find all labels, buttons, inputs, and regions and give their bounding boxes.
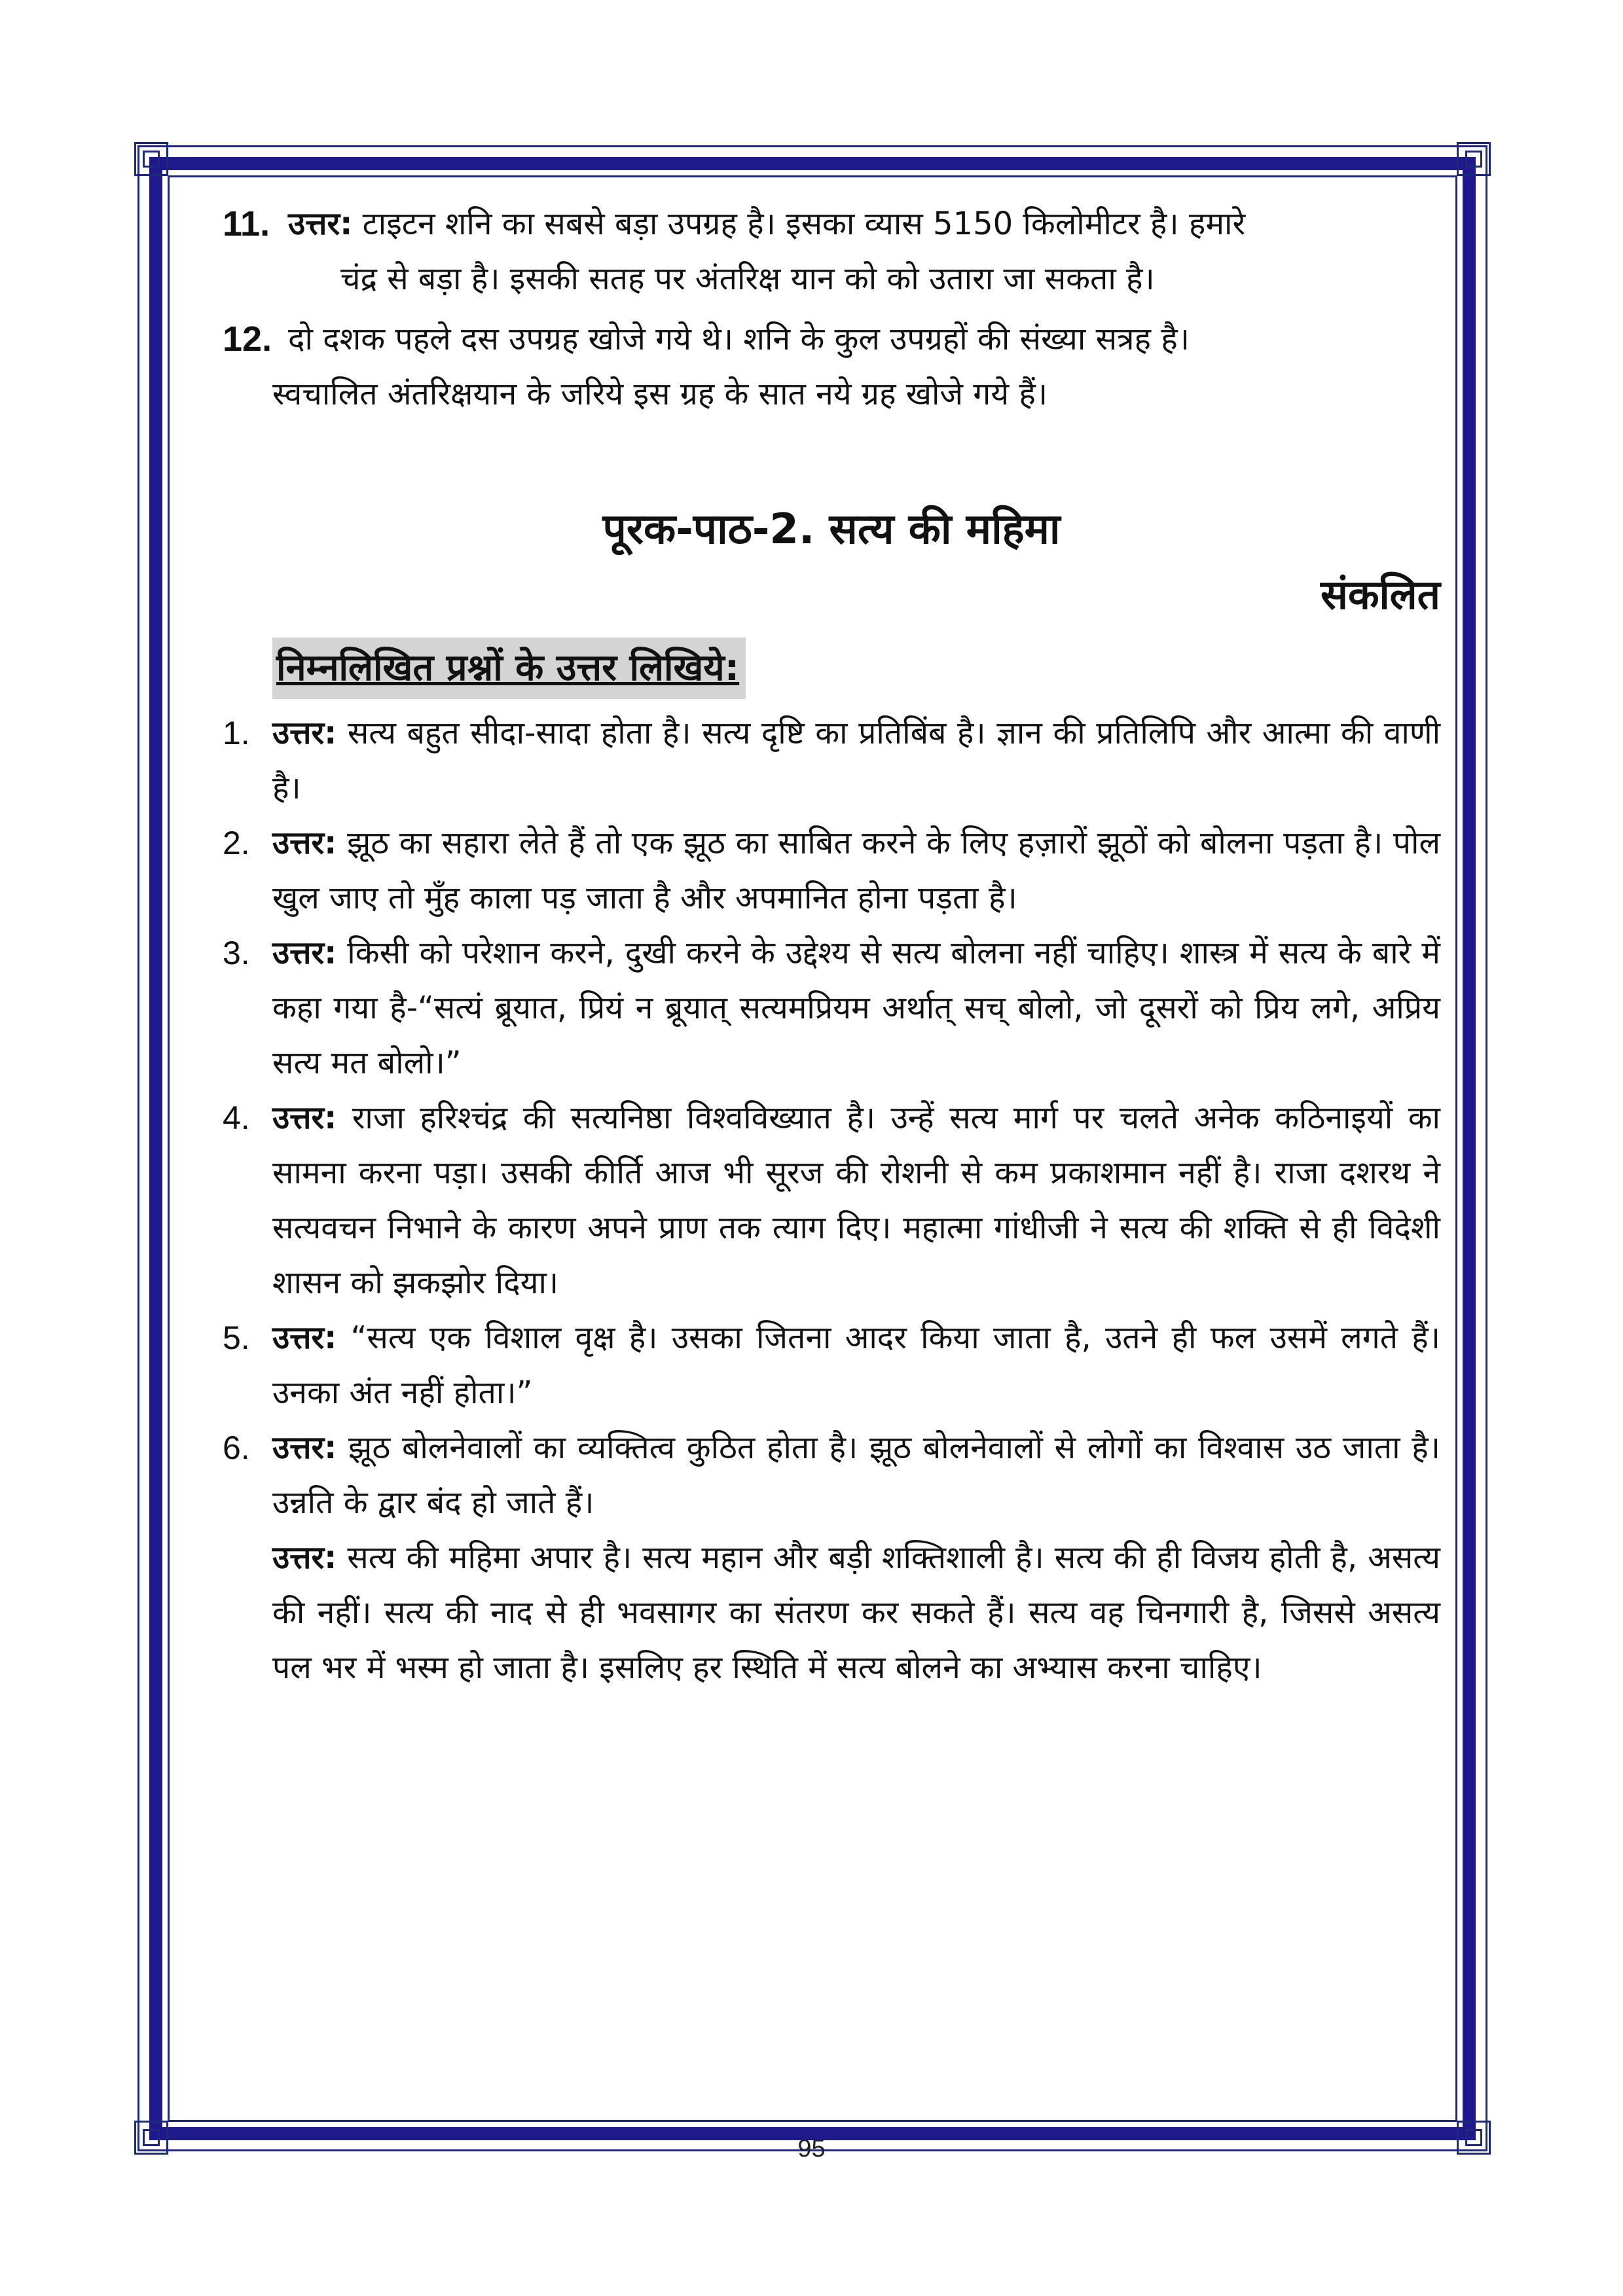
item-number: 2. — [223, 825, 250, 861]
page-content — [223, 196, 1440, 1695]
border-corner-ornament — [134, 142, 168, 176]
answer-12-continuation: स्वचालित अंतरिक्षयान के जरिये इस ग्रह के सात नये ग्रह खोजे गये हैं। — [272, 376, 1048, 412]
answer-label: उत्तर: — [272, 825, 337, 861]
list-item — [223, 925, 1440, 1090]
answer-text: टाइटन शनि का सबसे बड़ा उपग्रह है। इसका व्यास 5150 किलोमीटर है। हमारे — [352, 206, 1246, 242]
list-item — [223, 1310, 1440, 1420]
list-item — [223, 816, 1440, 925]
item-number: 1. — [223, 715, 250, 751]
answer-label: उत्तर: — [272, 1429, 337, 1466]
item-number: 4. — [223, 1100, 250, 1136]
item-number: 3. — [223, 935, 250, 971]
chapter-title: पूरक-पाठ-2. सत्य की महिमा — [602, 505, 1061, 554]
item-number: 5. — [223, 1319, 250, 1356]
answer-number: 12. — [223, 319, 272, 359]
answer-11 — [223, 196, 1440, 251]
answer-12 — [223, 312, 1440, 367]
page-number: 95 — [797, 2135, 826, 2162]
answer-text: सत्य बहुत सीदा-सादा होता है। सत्य दृष्टि का प्रतिबिंब है। ज्ञान की प्रतिलिपि और आत्मा की वाणी है। — [272, 715, 1440, 806]
list-item — [223, 1420, 1440, 1530]
answer-11-continuation: चंद्र से बड़ा है। इसकी सतह पर अंतरिक्ष यान को को उतारा जा सकता है। — [340, 260, 1155, 297]
answer-label: उत्तर: — [272, 1319, 337, 1356]
answer-label: उत्तर: — [272, 1100, 337, 1136]
answer-number: 11. — [223, 204, 270, 243]
answer-text: राजा हरिश्चंद्र की सत्यनिष्ठा विश्वविख्यात है। उन्हें सत्य मार्ग पर चलते अनेक कठिनाइयों का सामना करना पड़ा। उसकी कीर्ति आज भी सूरज की रोशनी से कम प्रकाशमान नहीं है। राजा दशरथ ने सत्यवचन निभाने के कारण अपने प्राण तक त्याग दिए। महात्मा गांधीजी ने सत्य की शक्ति से ही विदेशी शासन को झकझोर दिया। — [272, 1100, 1440, 1301]
final-answer — [223, 1530, 1440, 1695]
answer-text: सत्य की महिमा अपार है। सत्य महान और बड़ी शक्तिशाली है। सत्य की ही विजय होती है, असत्य की नहीं। सत्य की नाद से ही भवसागर का संतरण कर सकते हैं। सत्य वह चिनगारी है, जिससे असत्य पल भर में भस्म हो जाता है। इसलिए हर स्थिति में सत्य बोलने का अभ्यास करना चाहिए। — [272, 1539, 1440, 1686]
answer-text: झूठ बोलनेवालों का व्यक्तित्व कुठित होता है। झूठ बोलनेवालों से लोगों का विश्वास उठ जाता है। उन्नति के द्वार बंद हो जाते हैं। — [272, 1429, 1440, 1521]
answer-text: झूठ का सहारा लेते हैं तो एक झूठ का साबित करने के लिए हज़ारों झूठों को बोलना पड़ता है। पोल खुल जाए तो मुँह काला पड़ जाता है और अपमानित होना पड़ता है। — [272, 825, 1440, 916]
answer-label: उत्तर: — [288, 206, 353, 242]
compiled-label: संकलित — [1321, 571, 1440, 619]
answer-text: किसी को परेशान करने, दुखी करने के उद्देश्य से सत्य बोलना नहीं चाहिए। शास्त्र में सत्य के बारे में कहा गया है-“सत्यं ब्रूयात, प्रियं न ब्रूयात् सत्यमप्रियम अर्थात् सच् बोलो, जो दूसरों को प्रिय लगे, अप्रिय सत्य मत बोलो।” — [272, 935, 1440, 1081]
list-item — [223, 1090, 1440, 1310]
answer-list — [223, 706, 1440, 1530]
answer-text: दो दशक पहले दस उपग्रह खोजे गये थे। शनि के कुल उपग्रहों की संख्या सत्रह है। — [288, 321, 1190, 357]
list-item — [223, 706, 1440, 816]
answer-label: उत्तर: — [272, 1539, 337, 1576]
answer-label: उत्तर: — [272, 935, 337, 971]
item-number: 6. — [223, 1429, 250, 1466]
border-corner-ornament — [1457, 142, 1491, 176]
answer-text: “सत्य एक विशाल वृक्ष है। उसका जितना आदर किया जाता है, उतने ही फल उसमें लगते हैं। उनका अंत नहीं होता।” — [272, 1319, 1440, 1411]
instruction-heading: निम्नलिखित प्रश्नों के उत्तर लिखिये: — [272, 637, 746, 699]
answer-label: उत्तर: — [272, 715, 337, 751]
instruction-row — [223, 637, 1440, 699]
